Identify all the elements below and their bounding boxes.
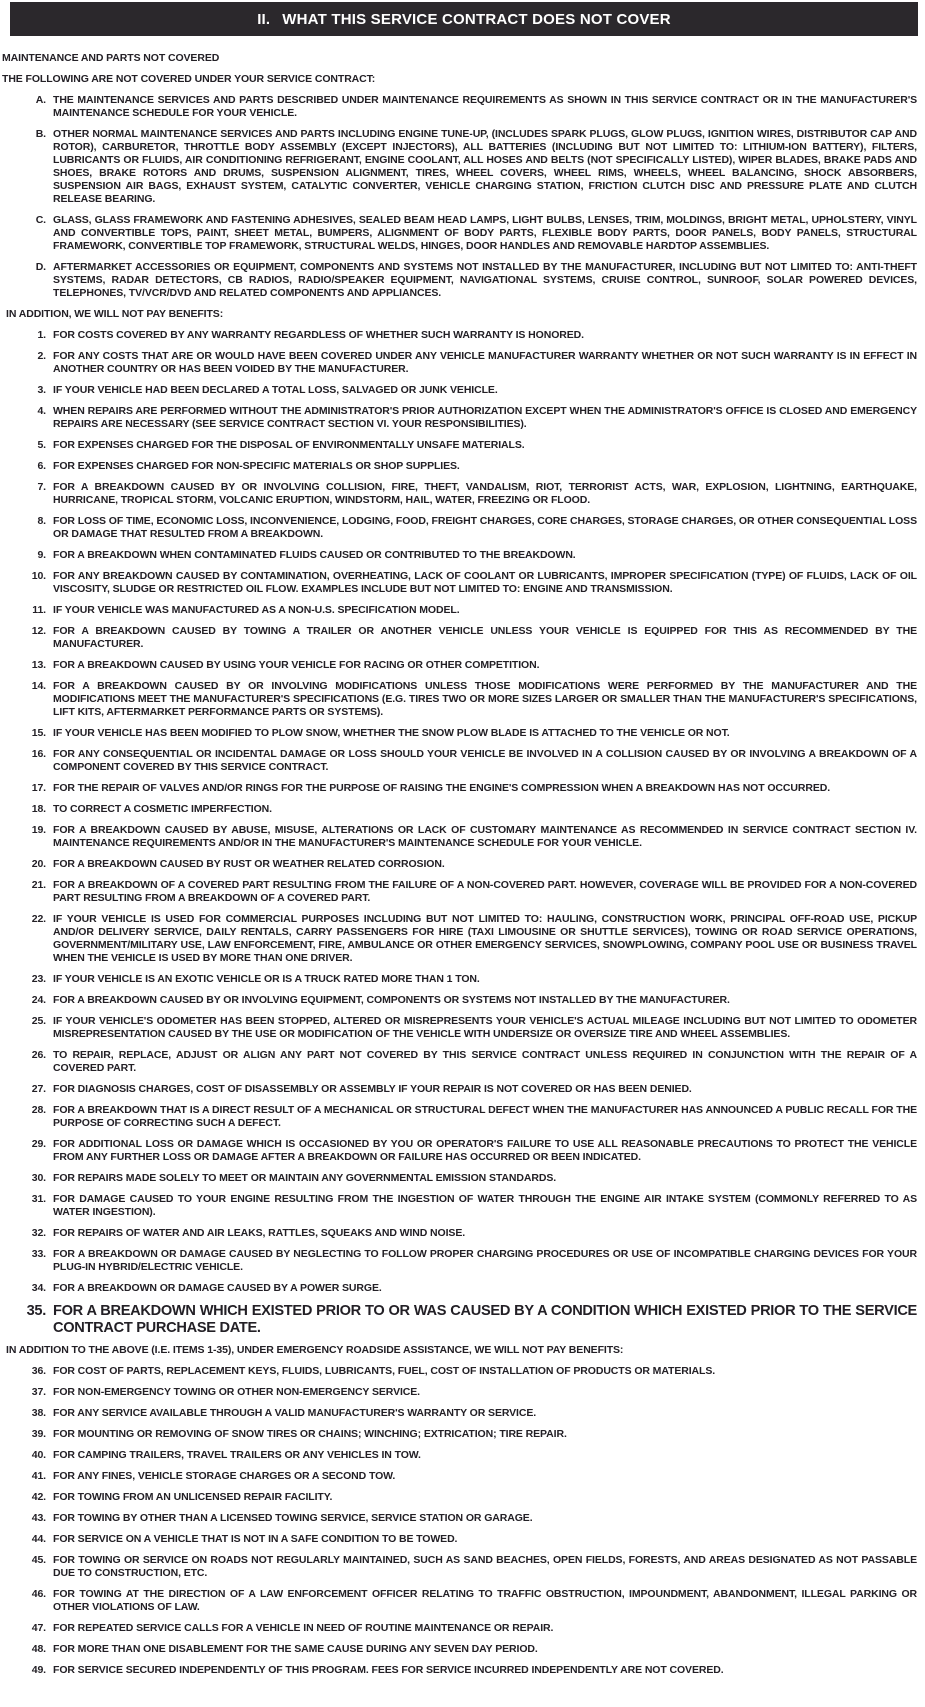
numbered-exclusion-item <box>0 1172 917 1185</box>
numbered-exclusion-item <box>0 659 917 672</box>
roadside-exclusion-item <box>0 1554 917 1580</box>
item-text: FOR DAMAGE CAUSED TO YOUR ENGINE RESULTING FROM THE INGESTION OF WATER THROUGH THE ENGINE AIR INTAKE SYSTEM (COMMONLY REFERRED TO AS WATER INGESTION). <box>53 1193 917 1218</box>
item-text: AFTERMARKET ACCESSORIES OR EQUIPMENT, COMPONENTS AND SYSTEMS NOT INSTALLED BY THE MANUFACTURER, INCLUDING BUT NOT LIMITED TO: ANTI-THEFT SYSTEMS, RADAR DETECTORS, CB RADIOS, RADIO/SPEAKER EQUIPMENT, NAVIGATIONAL SYSTEMS, CRUISE CONTROL, SUNROOF, SOLAR POWERED DEVICES, TELEPHONES, TV/VCR/DVD AND RELATED COMPONENTS AND APPLIANCES. <box>53 261 917 299</box>
section-title: WHAT THIS SERVICE CONTRACT DOES NOT COVER <box>282 11 671 28</box>
item-label: 29. <box>31 1138 46 1150</box>
item-text: IF YOUR VEHICLE IS AN EXOTIC VEHICLE OR IS A TRUCK RATED MORE THAN 1 TON. <box>53 973 480 985</box>
item-text: FOR ANY COSTS THAT ARE OR WOULD HAVE BEEN COVERED UNDER ANY VEHICLE MANUFACTURER WARRANTY WHETHER OR NOT SUCH WARRANTY IS IN EFFECT IN ANOTHER COUNTRY OR HAS BEEN VOIDED BY THE MANUFACTURER. <box>53 350 917 375</box>
item-label: 2. <box>37 350 46 362</box>
item-text: IF YOUR VEHICLE HAD BEEN DECLARED A TOTAL LOSS, SALVAGED OR JUNK VEHICLE. <box>53 384 498 396</box>
item-text: FOR EXPENSES CHARGED FOR THE DISPOSAL OF ENVIRONMENTALLY UNSAFE MATERIALS. <box>53 439 525 451</box>
roadside-exclusion-item <box>0 1533 917 1546</box>
roadside-note: IN ADDITION TO THE ABOVE (I.E. ITEMS 1-35), UNDER EMERGENCY ROADSIDE ASSISTANCE, WE WILL NOT PAY BENEFITS: <box>6 1344 624 1356</box>
item-label: 35. <box>26 1303 46 1319</box>
item-label: 7. <box>37 481 46 493</box>
item-label: 13. <box>31 659 46 671</box>
item-label: 46. <box>31 1588 46 1600</box>
item-label: 38. <box>31 1407 46 1419</box>
item-label: 47. <box>31 1622 46 1634</box>
lettered-exclusion-item <box>0 214 917 253</box>
item-label: 10. <box>31 570 46 582</box>
item-label: 8. <box>37 515 46 527</box>
item-label: A. <box>35 94 46 106</box>
item-text: FOR A BREAKDOWN OF A COVERED PART RESULTING FROM THE FAILURE OF A NON-COVERED PART. HOWEVER, COVERAGE WILL BE PROVIDED FOR A NON-COVERED PART RESULTING FROM A BREAKDOWN OF A COVERED PART. <box>53 879 917 904</box>
roadside-exclusion-item <box>0 1407 917 1420</box>
item-text: FOR A BREAKDOWN CAUSED BY OR INVOLVING EQUIPMENT, COMPONENTS OR SYSTEMS NOT INSTALLED BY THE MANUFACTURER. <box>53 994 730 1006</box>
item-text: FOR ANY CONSEQUENTIAL OR INCIDENTAL DAMAGE OR LOSS SHOULD YOUR VEHICLE BE INVOLVED IN A COLLISION CAUSED BY OR INVOLVING A BREAKDOWN OF A COMPONENT COVERED BY THIS SERVICE CONTRACT. <box>53 748 917 773</box>
item-text: FOR COST OF PARTS, REPLACEMENT KEYS, FLUIDS, LUBRICANTS, FUEL, COST OF INSTALLATION OF PRODUCTS OR MATERIALS. <box>53 1365 716 1377</box>
numbered-exclusion-item <box>0 782 917 795</box>
item-label: B. <box>35 128 46 140</box>
numbered-exclusion-item <box>0 481 917 507</box>
lettered-exclusion-item <box>0 128 917 206</box>
item-text: FOR SERVICE ON A VEHICLE THAT IS NOT IN A SAFE CONDITION TO BE TOWED. <box>53 1533 458 1545</box>
item-text: FOR NON-EMERGENCY TOWING OR OTHER NON-EMERGENCY SERVICE. <box>53 1386 420 1398</box>
item-label: 48. <box>31 1643 46 1655</box>
numbered-exclusion-item <box>0 570 917 596</box>
item-text: FOR LOSS OF TIME, ECONOMIC LOSS, INCONVENIENCE, LODGING, FOOD, FREIGHT CHARGES, CORE CHARGES, STORAGE CHARGES, OR OTHER CONSEQUENTIAL LOSS OR DAMAGE THAT RESULTED FROM A BREAKDOWN. <box>53 515 917 540</box>
item-text: FOR ANY BREAKDOWN CAUSED BY CONTAMINATION, OVERHEATING, LACK OF COOLANT OR LUBRICANTS, IMPROPER SPECIFICATION (TYPE) OF FLUIDS, LACK OF OIL VISCOSITY, SLUDGE OR RESTRICTED OIL FLOW. EXAMPLES INCLUDE BUT NOT LIMITED TO: ENGINE AND TRANSMISSION. <box>53 570 917 595</box>
numbered-exclusion-item <box>0 879 917 905</box>
numbered-exclusion-item <box>0 858 917 871</box>
item-label: 41. <box>31 1470 46 1482</box>
roadside-exclusion-item <box>0 1622 917 1635</box>
item-label: 4. <box>37 405 46 417</box>
item-text: FOR REPEATED SERVICE CALLS FOR A VEHICLE IN NEED OF ROUTINE MAINTENANCE OR REPAIR. <box>53 1622 554 1634</box>
item-label: 45. <box>31 1554 46 1566</box>
numbered-exclusion-item <box>0 604 917 617</box>
numbered-exclusion-item <box>0 329 917 342</box>
item-text: FOR REPAIRS MADE SOLELY TO MEET OR MAINTAIN ANY GOVERNMENTAL EMISSION STANDARDS. <box>53 1172 557 1184</box>
item-text: FOR REPAIRS OF WATER AND AIR LEAKS, RATTLES, SQUEAKS AND WIND NOISE. <box>53 1227 466 1239</box>
section-number: II. <box>257 11 271 28</box>
numbered-exclusion-item <box>0 439 917 452</box>
item-label: 18. <box>31 803 46 815</box>
item-label: 14. <box>31 680 46 692</box>
numbered-exclusion-item <box>0 350 917 376</box>
numbered-exclusion-item <box>0 973 917 986</box>
item-label: 44. <box>31 1533 46 1545</box>
item-label: 3. <box>37 384 46 396</box>
item-text: TO REPAIR, REPLACE, ADJUST OR ALIGN ANY PART NOT COVERED BY THIS SERVICE CONTRACT UNLESS REQUIRED IN CONJUNCTION WITH THE REPAIR OF A COVERED PART. <box>53 1049 917 1074</box>
numbered-exclusion-item <box>0 1083 917 1096</box>
item-label: C. <box>35 214 46 226</box>
item-label: 9. <box>37 549 46 561</box>
numbered-exclusion-item-35 <box>0 1303 917 1336</box>
item-text: FOR A BREAKDOWN THAT IS A DIRECT RESULT OF A MECHANICAL OR STRUCTURAL DEFECT WHEN THE MANUFACTURER HAS ANNOUNCED A PUBLIC RECALL FOR THE PURPOSE OF CORRECTING SUCH A DEFECT. <box>53 1104 917 1129</box>
item-label: 34. <box>31 1282 46 1294</box>
item-text: FOR ADDITIONAL LOSS OR DAMAGE WHICH IS OCCASIONED BY YOU OR OPERATOR'S FAILURE TO USE ALL REASONABLE PRECAUTIONS TO PROTECT THE VEHICLE FROM ANY FURTHER LOSS OR DAMAGE AFTER A BREAKDOWN OR FAILURE HAS OCCURRED OR BEEN INDICATED. <box>53 1138 917 1163</box>
roadside-exclusion-item <box>0 1512 917 1525</box>
item-text: FOR A BREAKDOWN CAUSED BY USING YOUR VEHICLE FOR RACING OR OTHER COMPETITION. <box>53 659 540 671</box>
numbered-exclusion-item <box>0 460 917 473</box>
item-label: 25. <box>31 1015 46 1027</box>
item-text: FOR TOWING BY OTHER THAN A LICENSED TOWING SERVICE, SERVICE STATION OR GARAGE. <box>53 1512 533 1524</box>
numbered-exclusion-item <box>0 1248 917 1274</box>
item-text: FOR A BREAKDOWN WHEN CONTAMINATED FLUIDS CAUSED OR CONTRIBUTED TO THE BREAKDOWN. <box>53 549 576 561</box>
item-text: FOR MORE THAN ONE DISABLEMENT FOR THE SAME CAUSE DURING ANY SEVEN DAY PERIOD. <box>53 1643 538 1655</box>
item-label: 5. <box>37 439 46 451</box>
item-text: FOR A BREAKDOWN CAUSED BY OR INVOLVING COLLISION, FIRE, THEFT, VANDALISM, RIOT, TERRORIST ACTS, WAR, EXPLOSION, LIGHTNING, EARTHQUAKE, HURRICANE, TROPICAL STORM, VOLCANIC ERUPTION, WINDSTORM, HAIL, WATER, FREEZING OR FLOOD. <box>53 481 917 506</box>
benefits-note: IN ADDITION, WE WILL NOT PAY BENEFITS: <box>6 308 224 320</box>
item-label: 23. <box>31 973 46 985</box>
item-label: 27. <box>31 1083 46 1095</box>
item-label: 31. <box>31 1193 46 1205</box>
not-covered-subheading: THE FOLLOWING ARE NOT COVERED UNDER YOUR SERVICE CONTRACT: <box>2 73 376 85</box>
numbered-exclusion-item <box>0 1227 917 1240</box>
item-label: 22. <box>31 913 46 925</box>
item-label: 26. <box>31 1049 46 1061</box>
item-label: 20. <box>31 858 46 870</box>
item-label: 30. <box>31 1172 46 1184</box>
item-text: FOR TOWING FROM AN UNLICENSED REPAIR FACILITY. <box>53 1491 333 1503</box>
numbered-exclusion-item <box>0 824 917 850</box>
item-text: IF YOUR VEHICLE HAS BEEN MODIFIED TO PLOW SNOW, WHETHER THE SNOW PLOW BLADE IS ATTACHED TO THE VEHICLE OR NOT. <box>53 727 730 739</box>
roadside-exclusion-item <box>0 1588 917 1614</box>
item-label: 49. <box>31 1664 46 1676</box>
numbered-exclusion-item <box>0 1104 917 1130</box>
item-text: WHEN REPAIRS ARE PERFORMED WITHOUT THE ADMINISTRATOR'S PRIOR AUTHORIZATION EXCEPT WHEN THE ADMINISTRATOR'S OFFICE IS CLOSED AND EMERGENCY REPAIRS ARE NECESSARY (SEE SERVICE CONTRACT SECTION VI. YOUR RESPONSIBILITIES). <box>53 405 917 430</box>
item-text: FOR A BREAKDOWN CAUSED BY TOWING A TRAILER OR ANOTHER VEHICLE UNLESS YOUR VEHICLE IS EQUIPPED FOR THIS AS RECOMMENDED BY THE MANUFACTURER. <box>53 625 917 650</box>
roadside-exclusion-item <box>0 1470 917 1483</box>
numbered-exclusion-item <box>0 1193 917 1219</box>
item-label: 16. <box>31 748 46 760</box>
numbered-exclusion-item <box>0 803 917 816</box>
numbered-exclusion-item <box>0 1138 917 1164</box>
roadside-exclusion-item <box>0 1664 917 1677</box>
item-text: FOR A BREAKDOWN OR DAMAGE CAUSED BY NEGLECTING TO FOLLOW PROPER CHARGING PROCEDURES OR USE OF INCOMPATIBLE CHARGING DEVICES FOR YOUR PLUG-IN HYBRID/ELECTRIC VEHICLE. <box>53 1248 917 1273</box>
lettered-exclusion-item <box>0 94 917 120</box>
item-text: OTHER NORMAL MAINTENANCE SERVICES AND PARTS INCLUDING ENGINE TUNE-UP, (INCLUDES SPARK PLUGS, GLOW PLUGS, IGNITION WIRES, DISTRIBUTOR CAP AND ROTOR), CARBURETOR, THROTTLE BODY ASSEMBLY (EXCEPT INJECTORS), ALL BATTERIES (INCLUDING BUT NOT LIMITED TO: LITHIUM-ION BATTERY), FILTERS, LUBRICANTS OR FLUIDS, AIR CONDITIONING REFRIGERANT, ENGINE COOLANT, ALL HOSES AND BELTS (NOT SPECIFICALLY LISTED), WIPER BLADES, BRAKE PADS AND SHOES, BRAKE ROTORS AND DRUMS, SUSPENSION ALIGNMENT, TIRES, WHEEL COVERS, WHEEL RIMS, WHEELS, WHEEL BALANCING, SHOCK ABSORBERS, SUSPENSION AIR BAGS, EXHAUST SYSTEM, CATALYTIC CONVERTER, VEHICLE CHARGING STATION, FRICTION CLUTCH DISC AND PRESSURE PLATE AND CLUTCH RELEASE BEARING. <box>53 128 917 205</box>
item-label: 1. <box>37 329 46 341</box>
numbered-exclusion-item <box>0 384 917 397</box>
lettered-exclusion-item <box>0 261 917 300</box>
item-text: FOR ANY FINES, VEHICLE STORAGE CHARGES OR A SECOND TOW. <box>53 1470 396 1482</box>
item-label: 33. <box>31 1248 46 1260</box>
roadside-exclusion-item <box>0 1365 917 1378</box>
item-text: FOR COSTS COVERED BY ANY WARRANTY REGARDLESS OF WHETHER SUCH WARRANTY IS HONORED. <box>53 329 584 341</box>
item-label: 43. <box>31 1512 46 1524</box>
numbered-exclusions-list <box>0 329 917 1295</box>
numbered-exclusion-item <box>0 1015 917 1041</box>
numbered-exclusion-item <box>0 625 917 651</box>
item-label: 36. <box>31 1365 46 1377</box>
item-label: 32. <box>31 1227 46 1239</box>
section-banner <box>10 2 918 36</box>
item-text: FOR A BREAKDOWN OR DAMAGE CAUSED BY A POWER SURGE. <box>53 1282 382 1294</box>
numbered-exclusion-item <box>0 1282 917 1295</box>
item-label: 37. <box>31 1386 46 1398</box>
item-text: FOR CAMPING TRAILERS, TRAVEL TRAILERS OR ANY VEHICLES IN TOW. <box>53 1449 421 1461</box>
roadside-exclusion-item <box>0 1428 917 1441</box>
item-text: IF YOUR VEHICLE IS USED FOR COMMERCIAL PURPOSES INCLUDING BUT NOT LIMITED TO: HAULING, CONSTRUCTION WORK, PRINCIPAL OFF-ROAD USE, PICKUP AND/OR DELIVERY SERVICE, DAILY RENTALS, CARRY PASSENGERS FOR HIRE (TAXI LIMOUSINE OR SHUTTLE SERVICES), TOWING OR ROAD SERVICE OPERATIONS, GOVERNMENT/MILITARY USE, LAW ENFORCEMENT, FIRE, AMBULANCE OR OTHER EMERGENCY SERVICES, SNOWPLOWING, COMPANY POOL USE OR BUSINESS TRAVEL WHEN THE VEHICLE IS USED BY MORE THAN ONE DRIVER. <box>53 913 917 964</box>
item-text: FOR THE REPAIR OF VALVES AND/OR RINGS FOR THE PURPOSE OF RAISING THE ENGINE'S COMPRESSION WHEN A BREAKDOWN HAS NOT OCCURRED. <box>53 782 831 794</box>
numbered-exclusion-item <box>0 727 917 740</box>
item-text: FOR A BREAKDOWN CAUSED BY ABUSE, MISUSE, ALTERATIONS OR LACK OF CUSTOMARY MAINTENANCE AS RECOMMENDED IN SERVICE CONTRACT SECTION IV. MAINTENANCE REQUIREMENTS AND/OR IN THE MANUFACTURER'S MAINTENANCE SCHEDULE FOR YOUR VEHICLE. <box>53 824 917 849</box>
numbered-exclusion-item <box>0 913 917 965</box>
item-label: D. <box>35 261 46 273</box>
item-label: 40. <box>31 1449 46 1461</box>
numbered-exclusion-item <box>0 680 917 719</box>
item-label: 24. <box>31 994 46 1006</box>
roadside-exclusion-item <box>0 1449 917 1462</box>
item-text: IF YOUR VEHICLE'S ODOMETER HAS BEEN STOPPED, ALTERED OR MISREPRESENTS YOUR VEHICLE'S ACTUAL MILEAGE INCLUDING BUT NOT LIMITED TO ODOMETER MISREPRESENTATION CAUSED BY THE USE OR MODIFICATION OF THE VEHICLE WITH UNDERSIZE OR OVERSIZE TIRE AND WHEEL ASSEMBLIES. <box>53 1015 917 1040</box>
item-label: 39. <box>31 1428 46 1440</box>
item-label: 11. <box>32 604 46 616</box>
item-label: 42. <box>31 1491 46 1503</box>
item-label: 15. <box>31 727 46 739</box>
item-text: FOR ANY SERVICE AVAILABLE THROUGH A VALID MANUFACTURER'S WARRANTY OR SERVICE. <box>53 1407 537 1419</box>
roadside-exclusions-list <box>0 1365 917 1677</box>
item-text: THE MAINTENANCE SERVICES AND PARTS DESCRIBED UNDER MAINTENANCE REQUIREMENTS AS SHOWN IN THIS SERVICE CONTRACT OR IN THE MANUFACTURER'S MAINTENANCE SCHEDULE FOR YOUR VEHICLE. <box>53 94 917 119</box>
item-text: FOR EXPENSES CHARGED FOR NON-SPECIFIC MATERIALS OR SHOP SUPPLIES. <box>53 460 460 472</box>
item-label: 28. <box>31 1104 46 1116</box>
item-label: 21. <box>31 879 46 891</box>
item-text: FOR SERVICE SECURED INDEPENDENTLY OF THIS PROGRAM. FEES FOR SERVICE INCURRED INDEPENDENTLY ARE NOT COVERED. <box>53 1664 724 1676</box>
item-text: FOR A BREAKDOWN CAUSED BY RUST OR WEATHER RELATED CORROSION. <box>53 858 445 870</box>
item-label: 6. <box>37 460 46 472</box>
item-text: IF YOUR VEHICLE WAS MANUFACTURED AS A NON-U.S. SPECIFICATION MODEL. <box>53 604 460 616</box>
item-text: FOR A BREAKDOWN WHICH EXISTED PRIOR TO OR WAS CAUSED BY A CONDITION WHICH EXISTED PRIOR TO THE SERVICE CONTRACT PURCHASE DATE. <box>53 1303 917 1336</box>
roadside-exclusion-item <box>0 1386 917 1399</box>
item-text: FOR TOWING OR SERVICE ON ROADS NOT REGULARLY MAINTAINED, SUCH AS SAND BEACHES, OPEN FIELDS, FORESTS, AND AREAS DESIGNATED AS NOT PASSABLE DUE TO CONSTRUCTION, ETC. <box>53 1554 917 1579</box>
roadside-exclusion-item <box>0 1643 917 1656</box>
contract-body <box>0 52 925 1677</box>
item-text: FOR MOUNTING OR REMOVING OF SNOW TIRES OR CHAINS; WINCHING; EXTRICATION; TIRE REPAIR. <box>53 1428 567 1440</box>
item-text: FOR A BREAKDOWN CAUSED BY OR INVOLVING MODIFICATIONS UNLESS THOSE MODIFICATIONS WERE PERFORMED BY THE MANUFACTURER AND THE MODIFICATIONS MEET THE MANUFACTURER'S SPECIFICATIONS (E.G. TIRES TWO OR MORE SIZES LARGER OR SMALLER THAN THE MANUFACTURER'S SPECIFICATIONS, LIFT KITS, AFTERMARKET PERFORMANCE PARTS OR SYSTEMS). <box>53 680 917 718</box>
item-text: TO CORRECT A COSMETIC IMPERFECTION. <box>53 803 272 815</box>
lettered-exclusions-list <box>0 94 917 300</box>
item-label: 12. <box>31 625 46 637</box>
item-text: GLASS, GLASS FRAMEWORK AND FASTENING ADHESIVES, SEALED BEAM HEAD LAMPS, LIGHT BULBS, LENSES, TRIM, MOLDINGS, BRIGHT METAL, UPHOLSTERY, VINYL AND CONVERTIBLE TOPS, PAINT, SHEET METAL, BUMPERS, ALIGNMENT OF BODY PARTS, FLEXIBLE BODY PARTS, DOOR PANELS, BODY PANELS, STRUCTURAL FRAMEWORK, CONVERTIBLE TOP FRAMEWORK, STRUCTURAL WELDS, HINGES, DOOR HANDLES AND REMOVABLE HARDTOP ASSEMBLIES. <box>53 214 917 252</box>
numbered-exclusion-item <box>0 549 917 562</box>
maintenance-heading: MAINTENANCE AND PARTS NOT COVERED <box>2 52 220 64</box>
numbered-exclusion-item <box>0 515 917 541</box>
numbered-exclusion-item <box>0 1049 917 1075</box>
numbered-exclusion-item <box>0 748 917 774</box>
item-text: FOR DIAGNOSIS CHARGES, COST OF DISASSEMBLY OR ASSEMBLY IF YOUR REPAIR IS NOT COVERED OR HAS BEEN DENIED. <box>53 1083 692 1095</box>
numbered-exclusion-item <box>0 994 917 1007</box>
numbered-exclusion-item <box>0 405 917 431</box>
item-label: 17. <box>31 782 46 794</box>
item-label: 19. <box>31 824 46 836</box>
roadside-exclusion-item <box>0 1491 917 1504</box>
item-text: FOR TOWING AT THE DIRECTION OF A LAW ENFORCEMENT OFFICER RELATING TO TRAFFIC OBSTRUCTION, IMPOUNDMENT, ABANDONMENT, ILLEGAL PARKING OR OTHER VIOLATIONS OF LAW. <box>53 1588 917 1613</box>
